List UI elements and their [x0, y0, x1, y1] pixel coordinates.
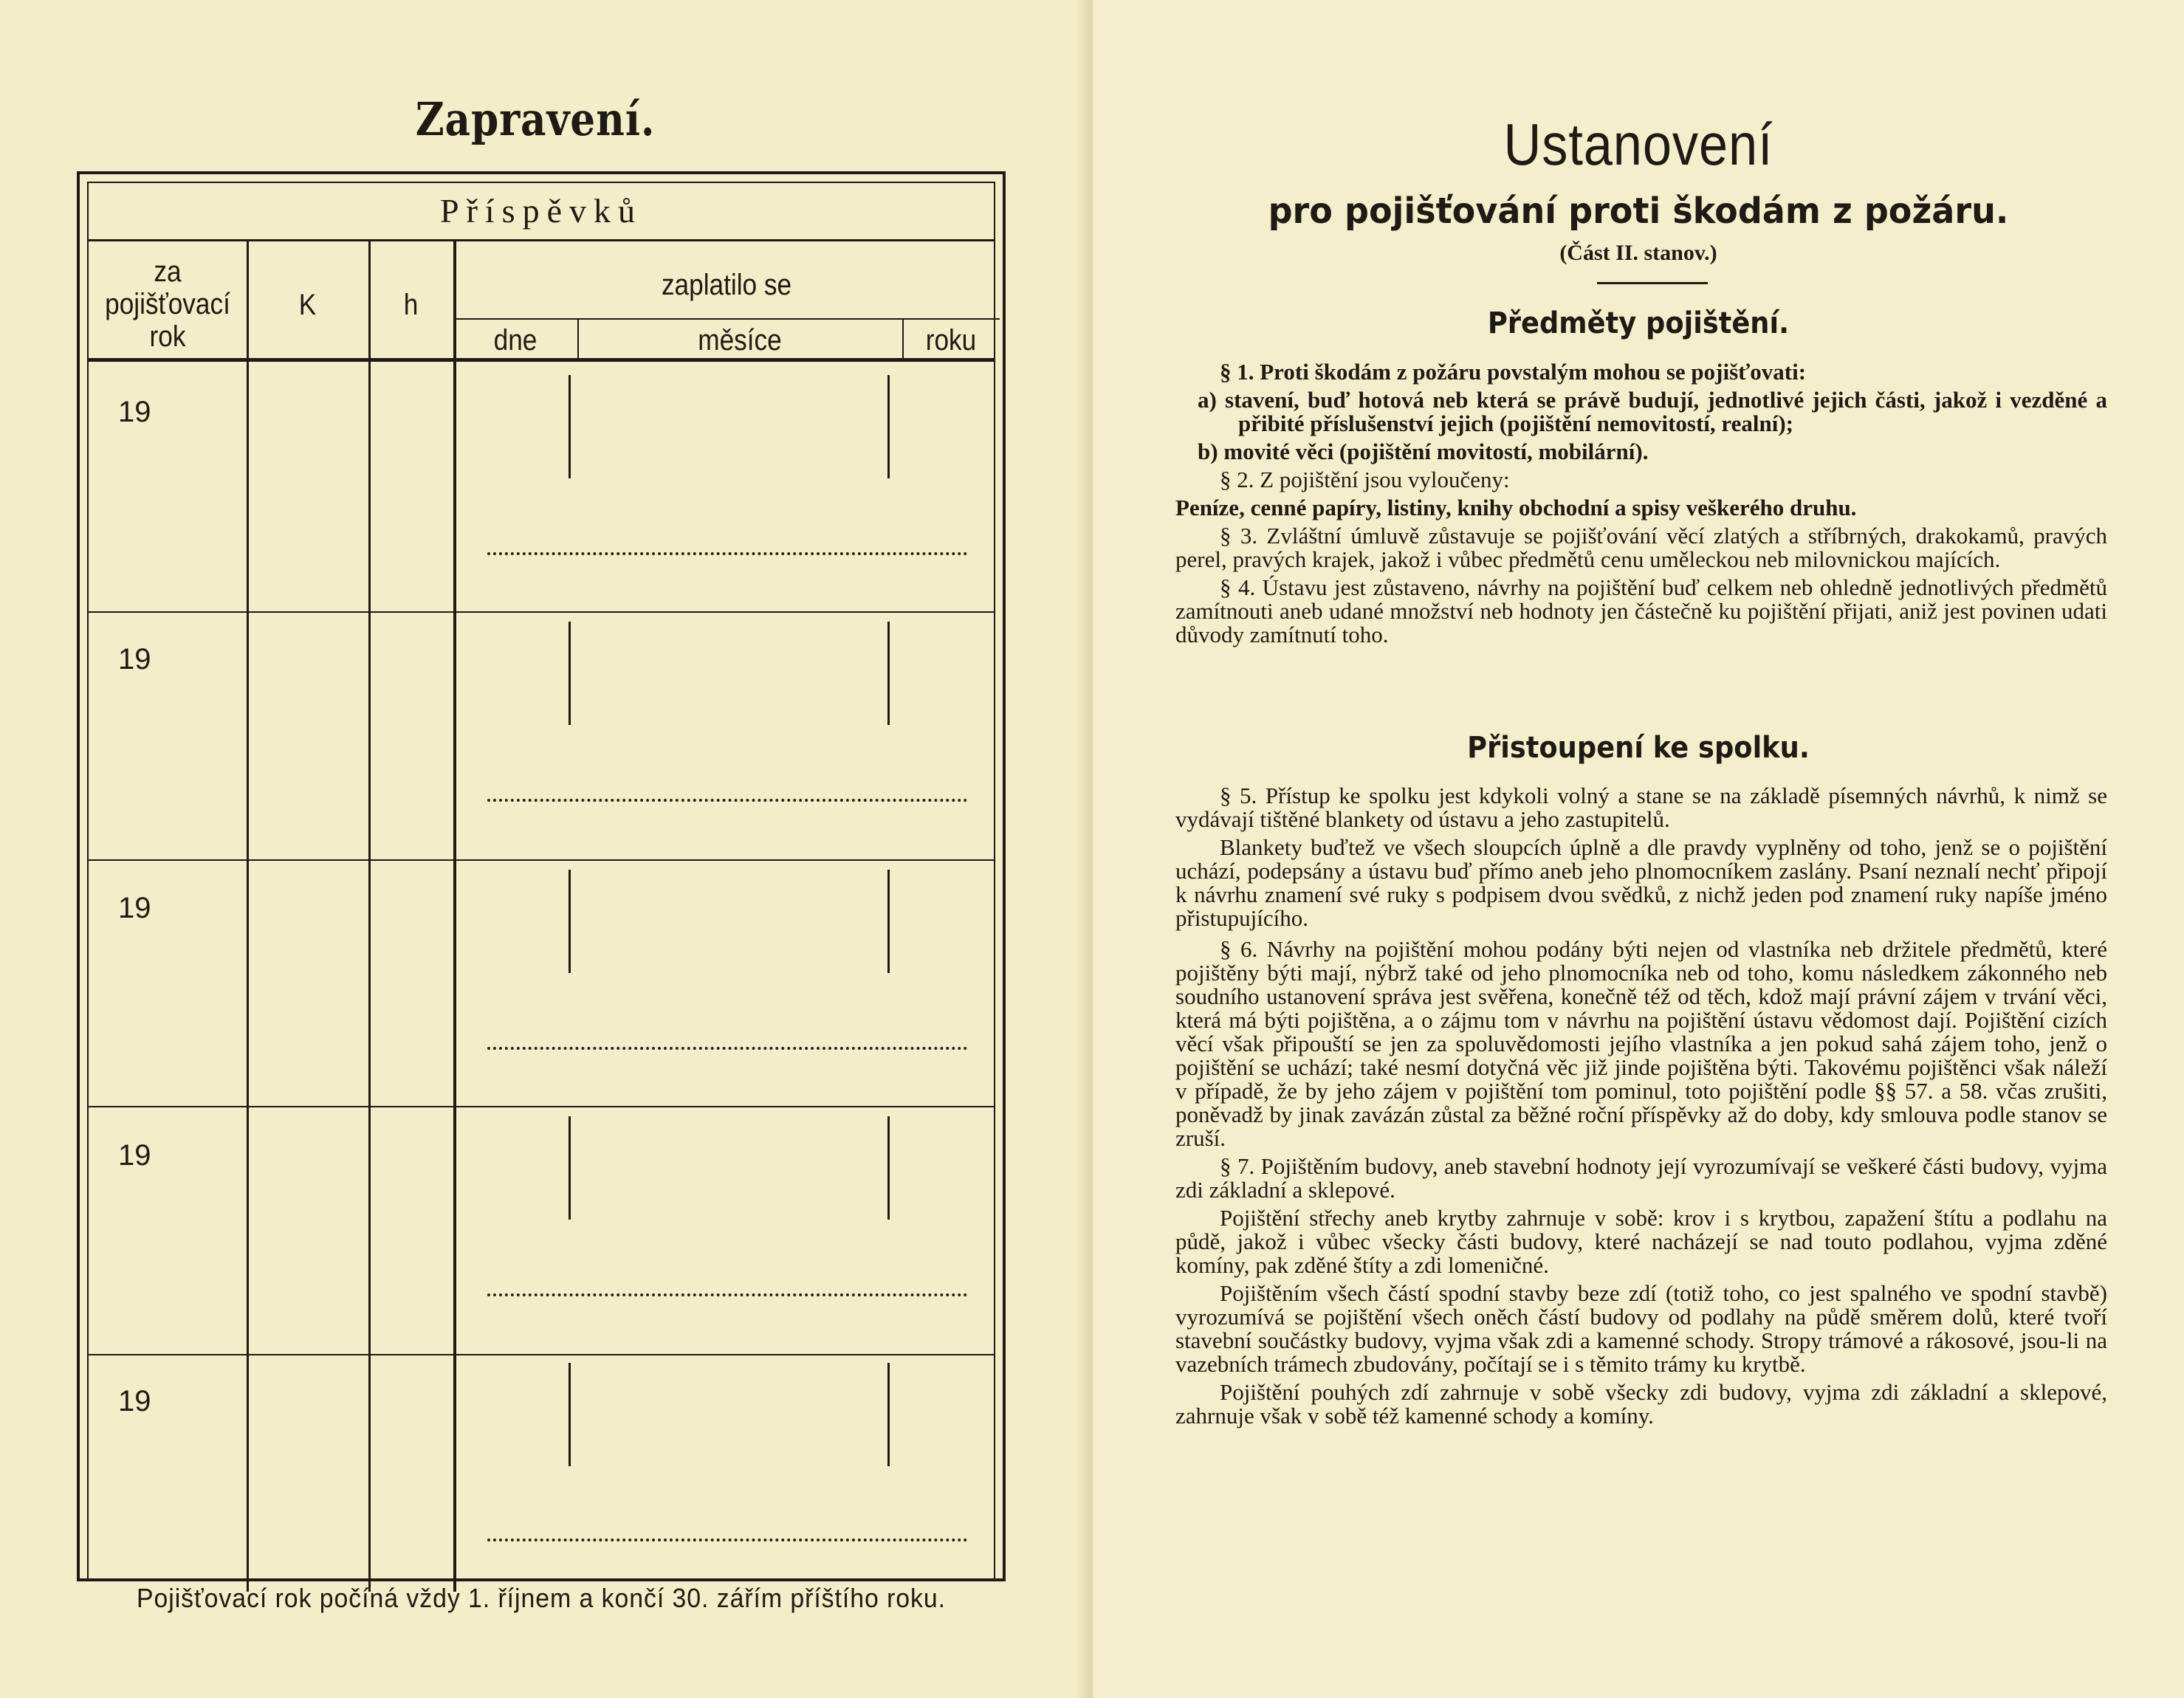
header-insurance-year: za pojišťovací rok	[105, 255, 230, 353]
paragraph-7: § 7. Pojištěním budovy, aneb stavební hodnoty její vyrozumívají se veškeré části budovy, vyjma zdi základní a sklepové.	[1175, 1153, 2107, 1203]
row3-day-tick	[569, 870, 571, 973]
row3-year-tick	[887, 870, 890, 973]
row-separator-4	[89, 1354, 994, 1355]
row1-year-tick	[887, 375, 890, 478]
table-inner-frame	[87, 182, 995, 1581]
row2-dotted-line	[487, 799, 967, 802]
paragraph-3: § 3. Zvláštní úmluvě zůstavuje se pojišťování věcí zlatých a stříbrných, drakokamů, pravých perel, pravých krajek, jakož i vůbec předmětů cenu uměleckou neb milovnickou majících.	[1175, 523, 2107, 572]
col-divider-1	[247, 241, 249, 1592]
header-day-month-divider	[577, 320, 579, 358]
paragraph-7c: Pojištěním všech částí spodní stavby beze zdí (totiž toho, co jest spalného ve spodní stavbě) vyrozumívá se pojištění všech oněch částí budovy od podlahy na půdě směrem dolů, které tvoří stavební součástky budovy, vyjma však zdi a kamenné schody. Stropy trámové a rákosové, jsou-li na vazebních trámech zbudovány, počítají se i s těmito trámy ku krytbě.	[1175, 1280, 2107, 1377]
row4-day-tick	[569, 1116, 571, 1220]
row5-dotted-line	[487, 1539, 967, 1541]
header-year: roku	[925, 324, 977, 357]
row4-dotted-line	[487, 1293, 967, 1296]
header-paid-group: zaplatilo se	[661, 269, 792, 301]
paragraph-2a: Peníze, cenné papíry, listiny, knihy obchodní a spisy veškerého druhu.	[1175, 495, 1857, 520]
contributions-table	[77, 171, 1006, 1581]
section-predmety-text	[1175, 360, 2107, 651]
paragraph-4: § 4. Ústavu jest zůstaveno, návrhy na pojištění buď celkem neb ohledně jednotlivých předmětů zamítnouti aneb udané množství neb hodnoty jen částečně ku pojištění přijati, aniž jest povinen udati důvody zamítnutí toho.	[1175, 574, 2107, 647]
row-year-1: 19	[118, 396, 151, 428]
col-divider-3	[453, 241, 456, 1592]
paragraph-6: § 6. Návrhy na pojištění mohou podány býti nejen od vlastníka neb držitele předmětů, které pojištěny býti mají, nýbrž také od jeho plnomocníka neb od toho, komu následkem zákonného neb soudního ustanovení správa jest svěřena, konečně též od těch, kdož mají právní zájem v trvání věci, která má býti pojištěna, a o zájmu tom v návrhu na pojištění ústavu vědomost dají. Pojištění cizích věcí však připouští se jen za spoluvědomosti jejího vlastníka a jen pokud sahá zájem toho, jenž o pojištění se uchází; také nesmí dotyčná věc již jinde pojištěna býti. Takovému pojištěnci však náleží v případě, že by jeho zájem v pojištění tom pominul, toto pojištění podle §§ 57. a 58. včas zrušiti, poněvadž by jinak zavázán zůstal za běžné roční příspěvky až do doby, kdy smlouva podle stanov se zruší.	[1175, 936, 2107, 1151]
paragraph-7b: Pojištění střechy aneb krytby zahrnuje v sobě: krov i s krytbou, zapažení štítu a podlahu na půdě, jakož i vůbec všecky části budovy, které nacházejí se nad touto podlahou, vyjma zděné komíny, pak zděné štíty a zdi lomeničné.	[1175, 1205, 2107, 1278]
paragraph-1b: b) movité věci (pojištění movitostí, mobilární).	[1198, 439, 1649, 464]
header-day: dne	[493, 324, 538, 357]
paragraph-7d: Pojištění pouhých zdí zahrnuje v sobě všecky zdi budovy, vyjma zdi základní a sklepové, zahrnuje však v sobě též kamenné schody a komíny.	[1175, 1379, 2107, 1429]
paragraph-1a: a) stavení, buď hotová neb která se právě budují, jednotlivé jejich části, jakož i vezděné a přibité příslušenství jejich (pojištění nemovitostí, realní);	[1198, 387, 2107, 436]
paragraph-5: § 5. Přístup ke spolku jest kdykoli volný a stane se na základě písemných návrhů, k nimž se vydávají tištěné blankety od ústavu a jeho zastupitelů.	[1175, 783, 2107, 832]
section-pristoupeni-text	[1175, 784, 2107, 1432]
row2-day-tick	[569, 622, 571, 725]
row5-year-tick	[887, 1363, 890, 1466]
row3-dotted-line	[487, 1047, 967, 1050]
row5-day-tick	[569, 1363, 571, 1466]
header-subdivider	[453, 318, 1000, 320]
row-year-2: 19	[118, 643, 151, 676]
paragraph-1: § 1. Proti škodám z požáru povstalým mohou se pojišťovati:	[1220, 359, 1807, 385]
row2-year-tick	[887, 622, 890, 725]
row4-year-tick	[887, 1116, 890, 1220]
row-year-4: 19	[118, 1139, 151, 1172]
title-rule	[1597, 282, 1708, 284]
header-k: K	[298, 289, 317, 321]
row1-day-tick	[569, 375, 571, 478]
header-month-year-divider	[902, 320, 904, 358]
header-h: h	[403, 289, 419, 321]
paragraph-5b: Blankety buďtež ve všech sloupcích úplně a dle pravdy vyplněny od toho, jenž se o pojištění uchází, podepsány a ústavu buď přímo aneb jeho plnomocníkem zaslány. Psaní neznalí nechť připojí k návrhu znamení své ruky s podpisem dvou svědků, z nichž jeden pod znamení ruky napíše jméno přistupujícího.	[1175, 834, 2107, 931]
section-heading-pristoupeni: Přistoupení ke spolku.	[1467, 731, 1810, 765]
page-title-zapraveni: Zapravení.	[415, 92, 656, 146]
right-page	[1093, 0, 2184, 1698]
page-title-ustanoveni: Ustanovení	[1503, 111, 1773, 177]
row-separator-1	[89, 611, 994, 613]
insurance-year-footnote: Pojišťovací rok počíná vždy 1. říjnem a končí 30. zářím příštího roku.	[136, 1583, 947, 1613]
section-heading-predmety: Předměty pojištění.	[1487, 306, 1790, 340]
header-month: měsíce	[698, 324, 782, 357]
header-bottom-rule	[89, 358, 994, 362]
table-band-title: Příspěvků	[89, 182, 994, 241]
part-reference: (Část II. stanov.)	[1559, 241, 1717, 265]
row-separator-3	[89, 1106, 994, 1107]
paragraph-2: § 2. Z pojištění jsou vyloučeny:	[1220, 467, 1510, 492]
page-subtitle: pro pojišťování proti škodám z požáru.	[1268, 190, 2009, 232]
row1-dotted-line	[487, 552, 967, 555]
col-divider-2	[368, 241, 371, 1592]
row-separator-2	[89, 859, 994, 861]
row-year-5: 19	[118, 1385, 151, 1417]
row-year-3: 19	[118, 892, 151, 924]
